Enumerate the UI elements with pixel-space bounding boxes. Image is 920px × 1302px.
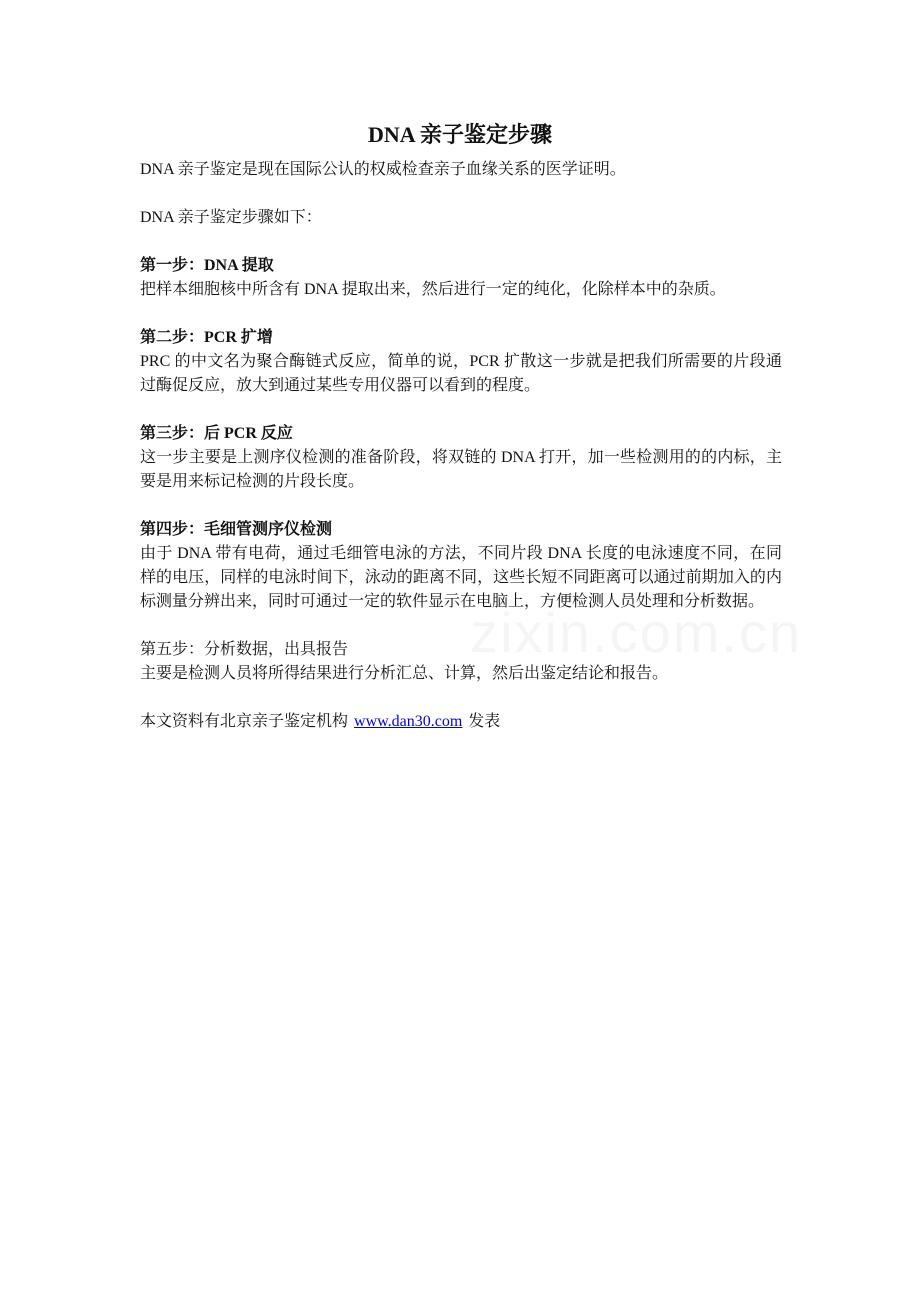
step-2-heading: 第二步：PCR 扩增 — [140, 329, 273, 346]
document-title: DNA 亲子鉴定步骤 — [368, 122, 552, 147]
footer-prefix: 本文资料有北京亲子鉴定机构 — [140, 713, 349, 730]
step-1-body: 把样本细胞核中所含有 DNA 提取出来，然后进行一定的纯化，化除样本中的杂质。 — [140, 281, 726, 298]
intro-paragraph: DNA 亲子鉴定是现在国际公认的权威检查亲子血缘关系的医学证明。 — [140, 161, 626, 178]
step-2-body: PRC 的中文名为聚合酶链式反应，简单的说，PCR 扩散这一步就是把我们所需要的片段通过酶促反应，放大到通过某些专用仪器可以看到的程度。 — [140, 353, 782, 394]
step-4-body: 由于 DNA 带有电荷，通过毛细管电泳的方法，不同片段 DNA 长度的电泳速度不同，在同样的电压，同样的电泳时间下，泳动的距离不同，这些长短不同距离可以通过前期加入的内标测量分辨出来，同时可通过一定的软件显示在电脑上，方便检测人员处理和分析数据。 — [140, 545, 782, 610]
document-body — [140, 158, 782, 734]
spacer — [140, 398, 782, 422]
source-link[interactable]: www.dan30.com — [354, 713, 463, 730]
footer-line — [140, 710, 782, 734]
spacer — [140, 494, 782, 518]
spacer — [140, 614, 782, 638]
steps-intro: DNA 亲子鉴定步骤如下： — [140, 209, 322, 226]
spacer — [140, 686, 782, 710]
step-5-heading: 第五步：分析数据，出具报告 — [140, 641, 349, 658]
step-1-heading: 第一步：DNA 提取 — [140, 257, 274, 274]
step-3-heading: 第三步：后 PCR 反应 — [140, 425, 293, 442]
footer-suffix: 发表 — [468, 713, 501, 730]
spacer — [140, 230, 782, 254]
spacer — [140, 182, 782, 206]
step-5-body: 主要是检测人员将所得结果进行分析汇总、计算，然后出鉴定结论和报告。 — [140, 665, 669, 682]
spacer — [140, 302, 782, 326]
step-4-heading: 第四步：毛细管测序仪检测 — [140, 521, 333, 538]
step-3-body: 这一步主要是上测序仪检测的准备阶段，将双链的 DNA 打开，加一些检测用的的内标，主要是用来标记检测的片段长度。 — [140, 449, 782, 490]
